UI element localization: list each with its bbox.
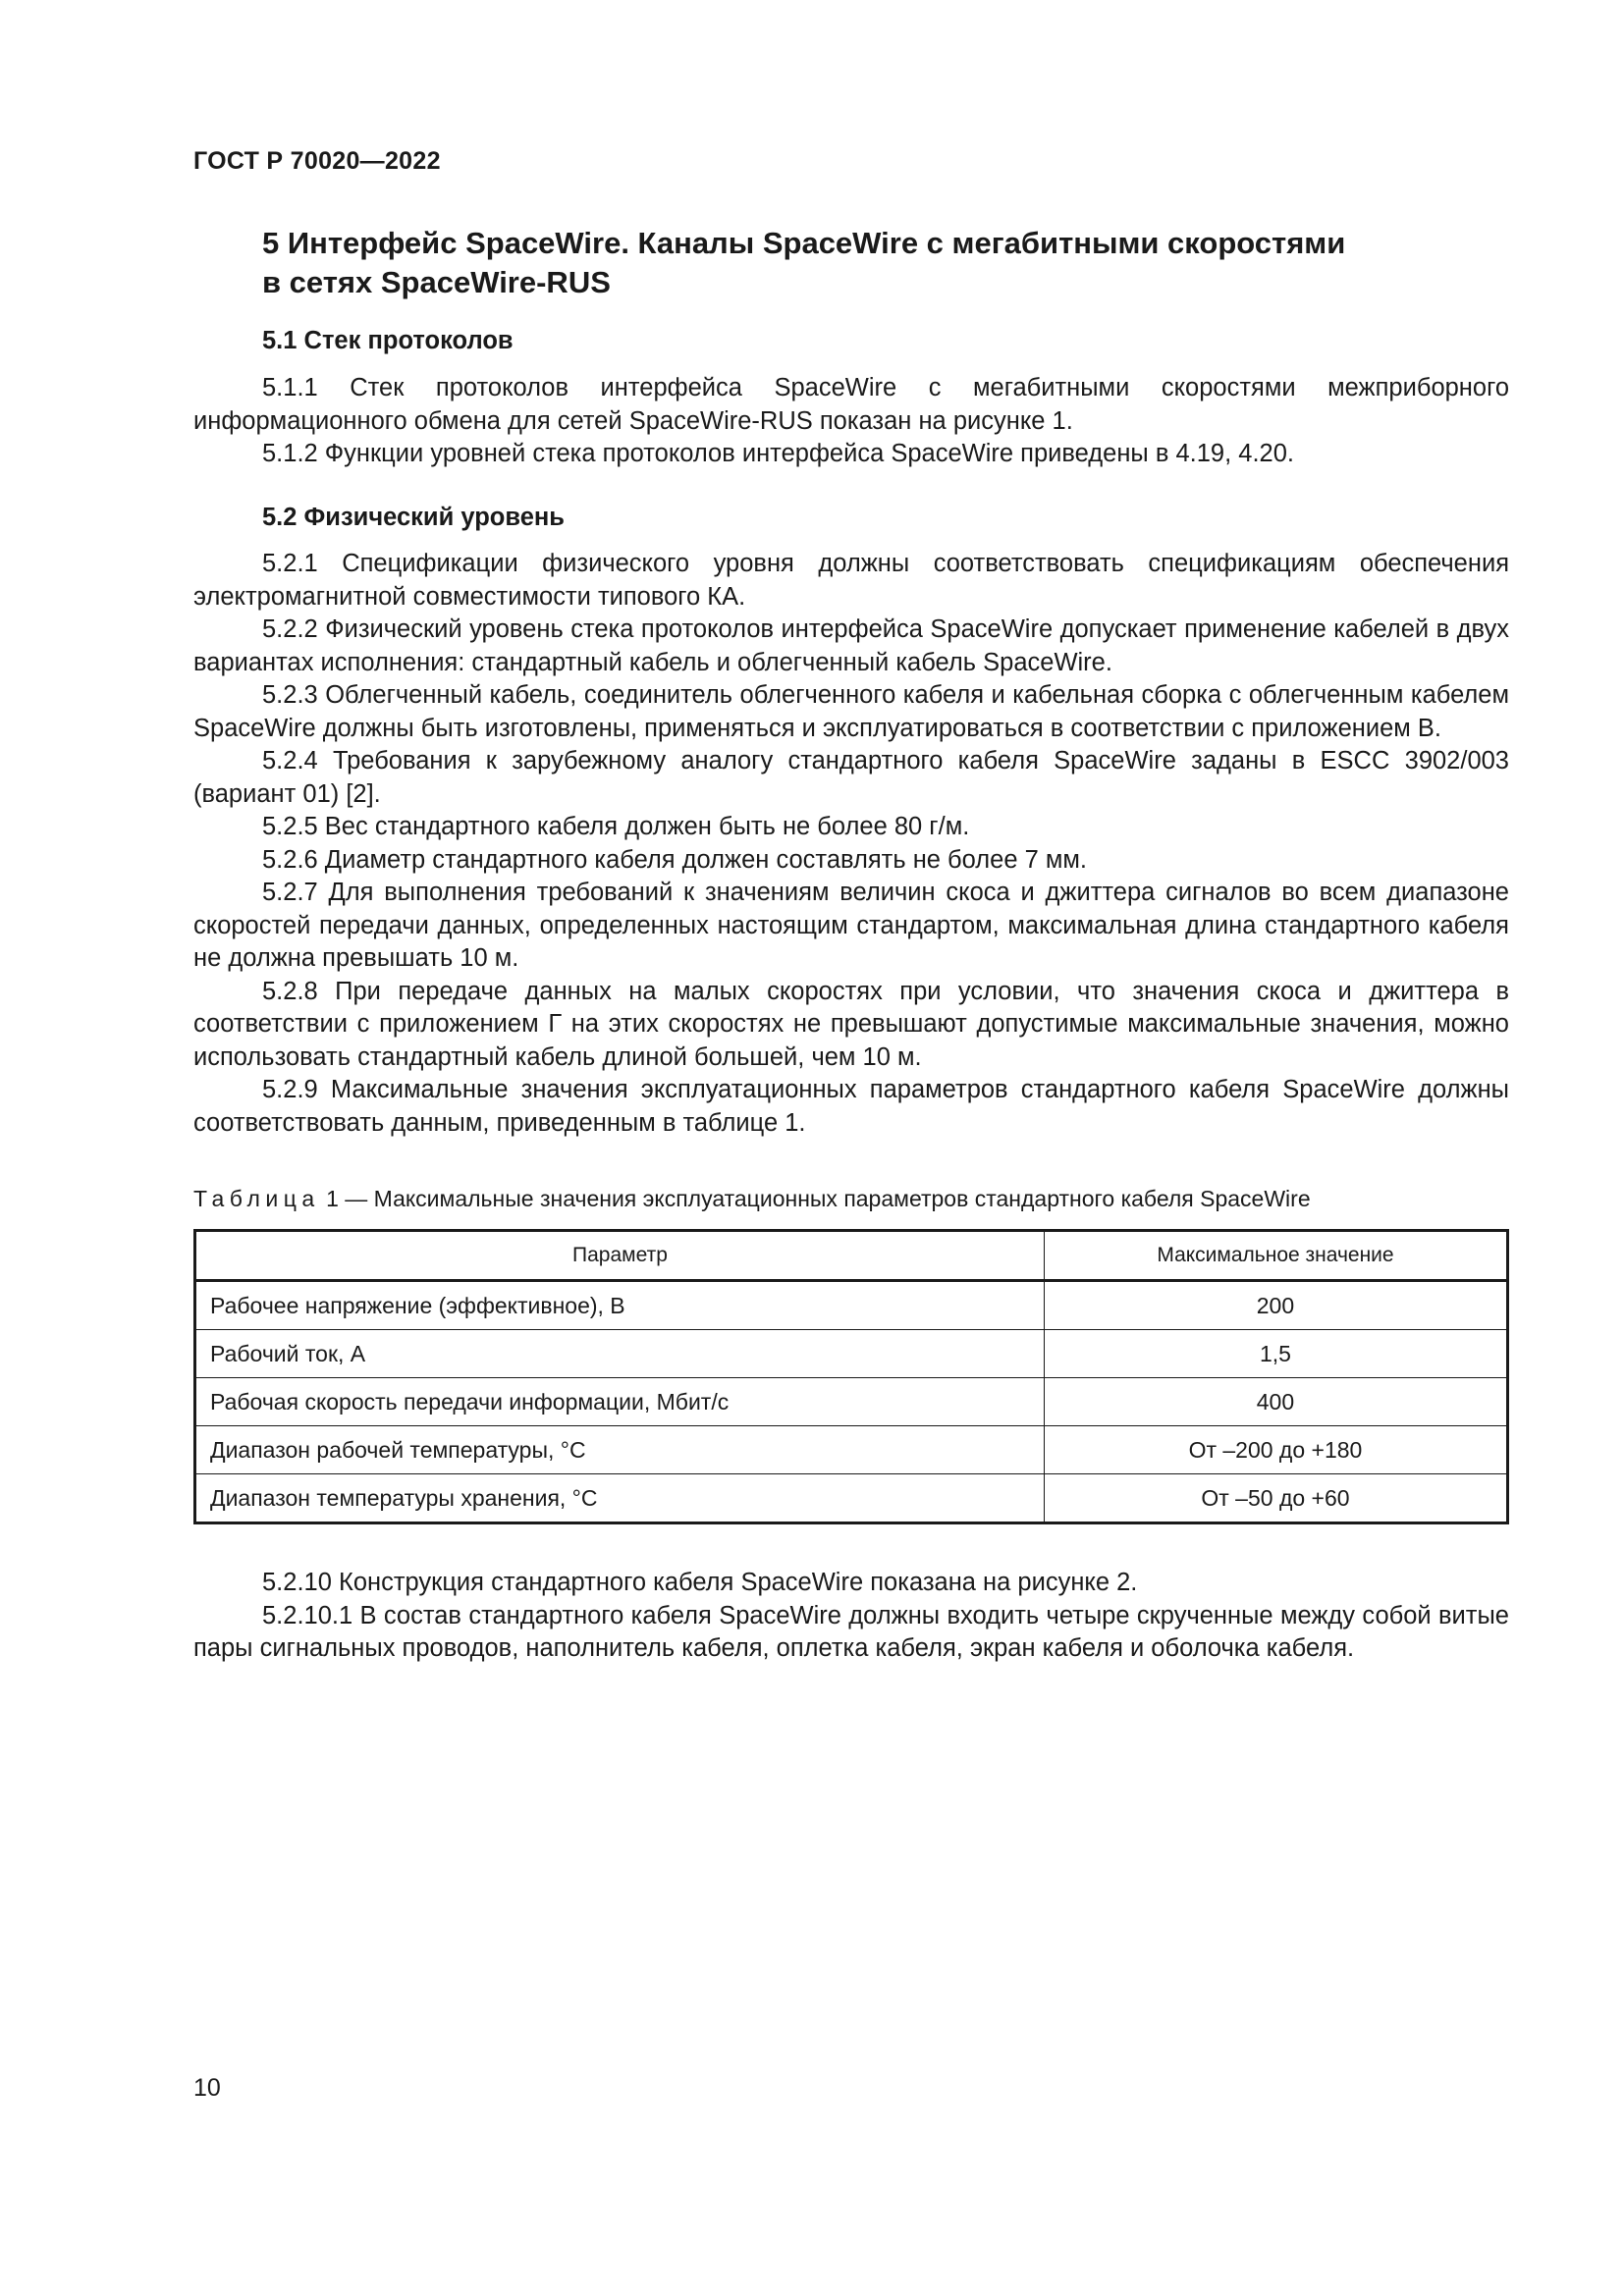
table-caption: [193, 1186, 1311, 1212]
subsection-5-1-body: [193, 372, 1509, 471]
after-table-body: [193, 1567, 1509, 1666]
table-cell-parameter: Рабочий ток, А: [195, 1330, 1045, 1378]
table-row: [195, 1474, 1508, 1523]
table-cell-value: От –50 до +60: [1044, 1474, 1507, 1523]
table-cell-parameter: Рабочая скорость передачи информации, Мбит/с: [195, 1378, 1045, 1426]
subsection-5-2-body: [193, 548, 1509, 1140]
paragraph-5-2-8: 5.2.8 При передаче данных на малых скоростях при условии, что значения скоса и джиттера в соответствии с приложением Г на этих скоростях не превышают допустимые максимальные значения, можно использовать стандартный кабель длиной большей, чем 10 м.: [193, 977, 1509, 1071]
subsection-heading-5-2: 5.2 Физический уровень: [262, 504, 565, 531]
table-cell-value: 200: [1044, 1281, 1507, 1330]
table-cell-value: 1,5: [1044, 1330, 1507, 1378]
paragraph-5-2-2: 5.2.2 Физический уровень стека протоколов интерфейса SpaceWire допускает применение кабелей в двух вариантах исполнения: стандартный кабель и облегченный кабель SpaceWire.: [193, 615, 1509, 676]
paragraph-5-1-1: 5.1.1 Стек протоколов интерфейса SpaceWire с мегабитными скоростями межприборного информационного обмена для сетей SpaceWire-RUS показан на рисунке 1.: [193, 374, 1509, 435]
table-cell-value: От –200 до +180: [1044, 1426, 1507, 1474]
paragraph-5-2-1: 5.2.1 Спецификации физического уровня должны соответствовать спецификациям обеспечения электромагнитной совместимости типового КА.: [193, 550, 1509, 611]
paragraph-5-2-10: 5.2.10 Конструкция стандартного кабеля SpaceWire показана на рисунке 2.: [262, 1569, 1138, 1596]
section-title-line-2: в сетях SpaceWire-RUS: [262, 265, 611, 299]
table-cell-parameter: Рабочее напряжение (эффективное), В: [195, 1281, 1045, 1330]
paragraph-5-1-2: 5.1.2 Функции уровней стека протоколов интерфейса SpaceWire приведены в 4.19, 4.20.: [262, 440, 1294, 467]
table-header-max-value: Максимальное значение: [1044, 1231, 1507, 1281]
paragraph-5-2-3: 5.2.3 Облегченный кабель, соединитель облегченного кабеля и кабельная сборка с облегченным кабелем SpaceWire должны быть изготовлены, применяться и эксплуатироваться в соответствии с приложением В.: [193, 681, 1509, 742]
table-caption-label: Таблица: [193, 1186, 320, 1211]
table-caption-text: 1 — Максимальные значения эксплуатационных параметров стандартного кабеля SpaceWire: [326, 1186, 1311, 1211]
subsection-heading-5-1: 5.1 Стек протоколов: [262, 327, 514, 354]
table-cell-parameter: Диапазон рабочей температуры, °С: [195, 1426, 1045, 1474]
table-row: [195, 1330, 1508, 1378]
section-title-line-1: 5 Интерфейс SpaceWire. Каналы SpaceWire с мегабитными скоростями: [262, 226, 1346, 260]
table-row: [195, 1281, 1508, 1330]
table-row: [195, 1426, 1508, 1474]
table-header-row: [195, 1231, 1508, 1281]
paragraph-5-2-6: 5.2.6 Диаметр стандартного кабеля должен составлять не более 7 мм.: [262, 845, 1088, 874]
section-title: [262, 224, 1519, 302]
paragraph-5-2-9: 5.2.9 Максимальные значения эксплуатационных параметров стандартного кабеля SpaceWire должны соответствовать данным, приведенным в таблице 1.: [193, 1076, 1509, 1137]
document-id-header: ГОСТ Р 70020—2022: [193, 147, 441, 175]
table-row: [195, 1378, 1508, 1426]
paragraph-5-2-4: 5.2.4 Требования к зарубежному аналогу стандартного кабеля SpaceWire заданы в ESCC 3902/003 (вариант 01) [2].: [193, 747, 1509, 808]
paragraph-5-2-7: 5.2.7 Для выполнения требований к значениям величин скоса и джиттера сигналов во всем диапазоне скоростей передачи данных, определенных настоящим стандартом, максимальная длина стандартного кабеля не должна превышать 10 м.: [193, 879, 1509, 972]
table-cell-parameter: Диапазон температуры хранения, °С: [195, 1474, 1045, 1523]
page-number: 10: [193, 2074, 221, 2102]
table-header-parameter: Параметр: [195, 1231, 1045, 1281]
paragraph-5-2-5: 5.2.5 Вес стандартного кабеля должен быть не более 80 г/м.: [262, 813, 970, 840]
parameters-table: [193, 1229, 1509, 1524]
paragraph-5-2-10-1: 5.2.10.1 В состав стандартного кабеля SpaceWire должны входить четыре скрученные между собой витые пары сигнальных проводов, наполнитель кабеля, оплетка кабеля, экран кабеля и оболочка кабеля.: [193, 1601, 1509, 1662]
table-cell-value: 400: [1044, 1378, 1507, 1426]
